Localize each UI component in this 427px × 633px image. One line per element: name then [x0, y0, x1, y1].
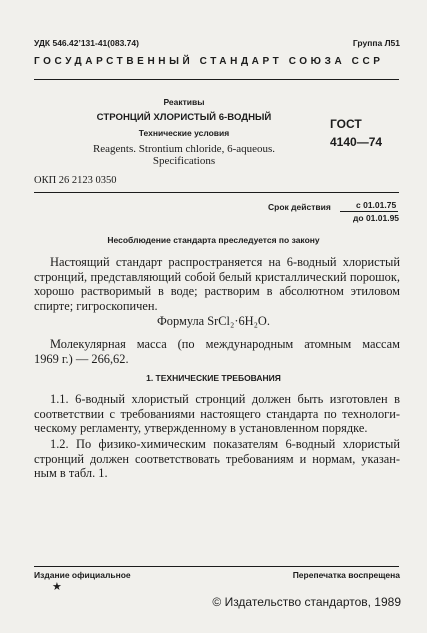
document-subtitle: Технические условия — [138, 128, 230, 138]
group-code: Группа Л51 — [352, 38, 400, 48]
category-label: Реактивы — [163, 97, 205, 107]
gost-number: 4140—74 — [330, 135, 383, 149]
validity-from: с 01.01.75 — [356, 200, 397, 210]
clause-line: 1.1. 6-водный хлористый стронций должен быть изготовлен в — [50, 392, 400, 406]
validity-label: Срок действия — [268, 202, 331, 212]
gost-label: ГОСТ — [330, 117, 362, 131]
molar-mass-line: Молекулярная масса (по международным атомным массам — [50, 337, 400, 351]
okp-code: ОКП 26 2123 0350 — [34, 175, 117, 186]
law-notice: Несоблюдение стандарта преследуется по закону — [107, 235, 320, 245]
english-title-line2: Specifications — [152, 155, 216, 167]
clause-line: 1.2. По физико-химическим показателям 6-водный хлористый — [50, 437, 400, 451]
state-standard-title: ГОСУДАРСТВЕННЫЙ СТАНДАРТ СОЮЗА ССР — [34, 56, 384, 67]
clause-line: ным в табл. 1. — [34, 466, 108, 481]
molar-mass-line: 1969 г.) — 266,62. — [34, 351, 129, 366]
section-heading: 1. ТЕХНИЧЕСКИЕ ТРЕБОВАНИЯ — [146, 373, 281, 383]
validity-to: до 01.01.95 — [353, 213, 400, 223]
reprint-notice: Перепечатка воспрещена — [292, 570, 400, 580]
clause-1-1 — [34, 392, 400, 436]
document-title: СТРОНЦИЙ ХЛОРИСТЫЙ 6-ВОДНЫЙ — [96, 112, 272, 123]
validity-underline — [340, 211, 398, 212]
star-icon: ★ — [52, 581, 62, 593]
intro-line: стронций, представляющий собой белый кристаллический порошок, — [34, 269, 400, 284]
intro-line: хорошо растворимый в воде; растворим в абсолютном этиловом — [34, 284, 400, 299]
intro-line: Настоящий стандарт распространяется на 6-водный хлористый — [50, 255, 400, 269]
header-rule — [34, 79, 399, 80]
clause-line: ческому регламенту, утвержденному в установленном порядке. — [34, 421, 368, 436]
molar-mass-paragraph — [34, 337, 400, 366]
clause-line: соответствии с требованиями настоящего стандарта по технологи- — [34, 406, 400, 421]
footer-rule — [34, 566, 399, 567]
publisher-copyright: © Издательство стандартов, 1989 — [212, 595, 401, 609]
english-title-line1: Reagents. Strontium chloride, 6-aqueous. — [92, 143, 276, 155]
formula: Формула SrCl₂·6H₂O. — [157, 314, 270, 328]
title-block-rule — [34, 192, 399, 193]
intro-paragraph — [34, 255, 400, 313]
clause-1-2 — [34, 437, 400, 481]
udc-code: УДК 546.42’131-41(083.74) — [34, 38, 139, 48]
intro-line: спирте; гигроскопичен. — [34, 298, 158, 313]
clause-line: стронций должен соответствовать требованиям и нормам, указан- — [34, 451, 400, 466]
official-edition: Издание официальное — [34, 570, 131, 580]
